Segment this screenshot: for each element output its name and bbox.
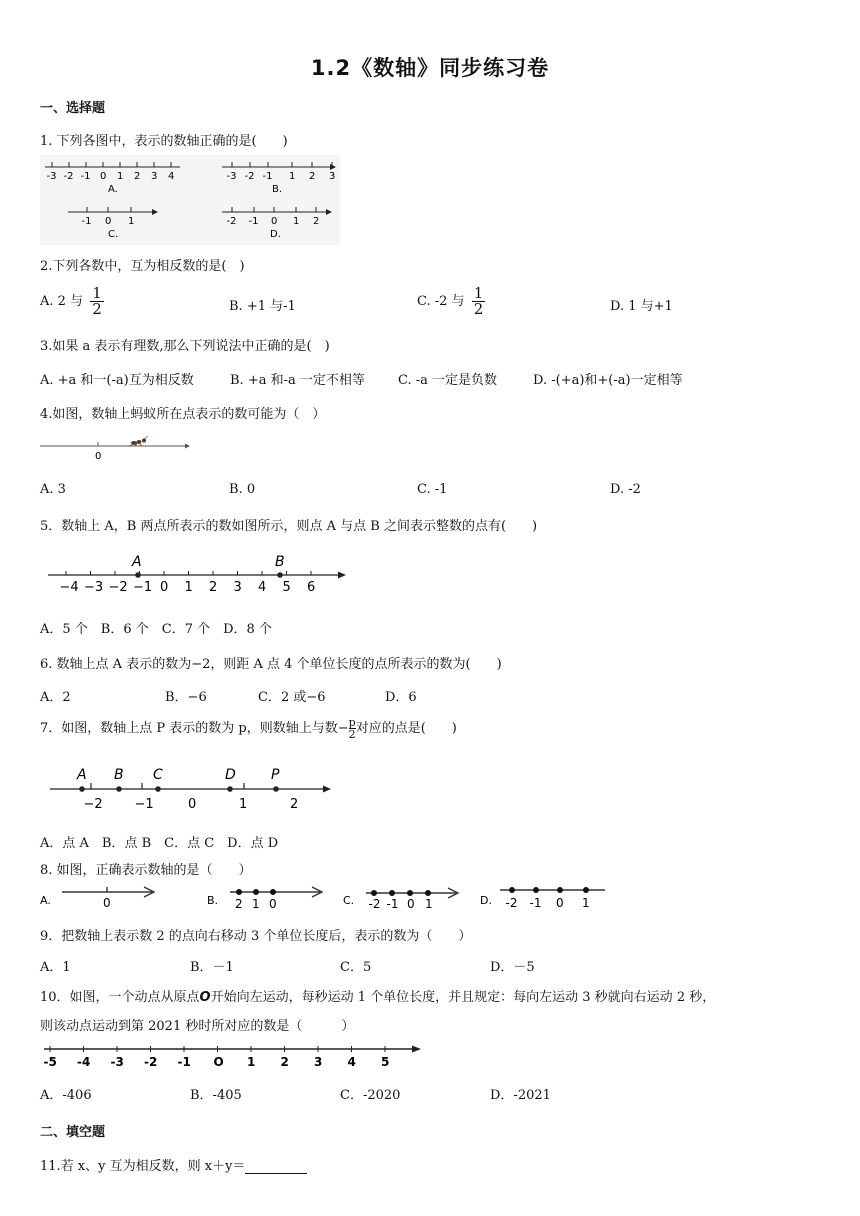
- q7-stem-post: 对应的点是( ): [355, 721, 457, 736]
- q8-stem: 8. 如图，正确表示数轴的是（ ）: [40, 863, 252, 878]
- q2-option-d: D. 1 与+1: [610, 299, 673, 314]
- q8-c-tick-label: -2: [368, 897, 381, 911]
- q10-stem-post: 开始向左运动，每秒运动 1 个单位长度，并且规定：每向左运动 3 秒就向右运动 2 秒，: [210, 990, 716, 1005]
- q5-arrow: [338, 572, 346, 579]
- q8-fig-d-label: D.: [480, 894, 492, 907]
- q1-figures: [40, 155, 340, 245]
- q8-b-tick-point: [270, 889, 276, 895]
- q8-d-tick-label: -1: [529, 896, 542, 910]
- q8-d-tick-point: [557, 887, 563, 893]
- q1-fig-d-label: D.: [270, 229, 281, 240]
- q1-a-tick-label: 0: [100, 171, 107, 182]
- q7-number-line: [40, 762, 340, 817]
- q1-c-tick-label: 0: [105, 216, 112, 227]
- q8-b-tick-point: [253, 889, 259, 895]
- q9-stem: 9．把数轴上表示数 2 的点向右移动 3 个单位长度后，表示的数为（ ）: [40, 929, 472, 944]
- q2-option-c-fraction: [472, 286, 486, 317]
- q7-frac-den: 2: [348, 728, 356, 741]
- q5-stem: 5．数轴上 A，B 两点所表示的数如图所示，则点 A 与点 B 之间表示整数的点有( ): [40, 519, 538, 534]
- q10-tick-label: -3: [110, 1055, 124, 1069]
- q8-fig-c-label: C.: [343, 894, 355, 907]
- q7-stem-pre: 7．如图，数轴上点 P 表示的数为 p，则数轴上与数−: [40, 721, 349, 736]
- q5-tick-label: 1: [184, 580, 193, 595]
- q5-point-b-label: B: [275, 554, 285, 570]
- q8-c-tick-point: [425, 890, 431, 896]
- q10-option-d: D．-2021: [490, 1088, 551, 1103]
- q6-option-b: B．−6: [165, 690, 207, 705]
- q8-c-tick-label: -1: [386, 897, 399, 911]
- q7-tick-label: −2: [83, 797, 103, 812]
- q4-arrow: [185, 444, 190, 449]
- q1-stem: 1. 下列各图中，表示的数轴正确的是( ): [40, 134, 288, 149]
- q8-fig-b-label: B.: [207, 894, 219, 907]
- q5-tick-label: −2: [108, 580, 128, 595]
- q11-stem: [40, 1155, 307, 1174]
- q10-tick-label: -5: [43, 1055, 57, 1069]
- q10-tick-label: 4: [347, 1055, 356, 1069]
- q1-a-tick-label: 1: [117, 171, 124, 182]
- q3-option-c: C. -a 一定是负数: [398, 373, 498, 388]
- q6-option-d: D．6: [385, 690, 417, 705]
- q8-c-tick-label: 1: [425, 897, 433, 911]
- q10-arrow: [412, 1046, 421, 1053]
- q1-d-tick-label: -2: [226, 216, 237, 227]
- q8-fig-b: [207, 887, 322, 911]
- q2-option-c: [417, 286, 485, 317]
- q1-c-tick-label: -1: [81, 216, 92, 227]
- q2-c-numerator: 1: [473, 284, 484, 302]
- q11-stem-text: 11.若 x、y 互为相反数，则 x＋y＝: [40, 1159, 246, 1174]
- q10-tick-label: -2: [144, 1055, 158, 1069]
- q1-d-tick-label: 0: [271, 216, 278, 227]
- q5-tick-label: 6: [307, 580, 316, 595]
- q1-a-tick-label: -3: [46, 171, 57, 182]
- ant-icon: [129, 436, 148, 446]
- q3-option-a: A. +a 和一(-a)互为相反数: [40, 373, 194, 388]
- section-fill: 二、填空题: [40, 1125, 106, 1140]
- q7-point-a: [79, 786, 85, 792]
- q10-tick-label: -1: [177, 1055, 191, 1069]
- q1-b-tick-label: 2: [309, 171, 316, 182]
- q10-stem-line2: 则该动点运动到第 2021 秒时所对应的数是（ ）: [40, 1019, 355, 1034]
- q10-tick-label: 2: [280, 1055, 289, 1069]
- q10-option-c: C．-2020: [340, 1088, 401, 1103]
- q1-a-tick-label: 2: [134, 171, 141, 182]
- q10-tick-label: O: [213, 1055, 224, 1069]
- q5-tick-label: −4: [59, 580, 79, 595]
- q1-fig-a-label: A.: [108, 184, 118, 195]
- q7-tick-label: 2: [290, 797, 299, 812]
- q8-fig-d: [480, 887, 605, 910]
- q8-d-tick-label: -2: [505, 896, 518, 910]
- q2-option-b: B. +1 与-1: [229, 299, 296, 314]
- q10-stem-line1: [40, 986, 715, 1005]
- q5-point-b: [277, 572, 283, 578]
- q10-number-line: [40, 1040, 430, 1075]
- q1-b-tick-label: -2: [244, 171, 255, 182]
- q1-a-tick-label: 4: [168, 171, 175, 182]
- q10-tick-label: 1: [247, 1055, 256, 1069]
- q1-figure-bg: [40, 155, 340, 245]
- q1-b-tick-label: 3: [329, 171, 336, 182]
- q1-d-tick-label: 2: [313, 216, 320, 227]
- q8-b-tick-label: 0: [269, 897, 277, 911]
- q5-tick-label: 4: [258, 580, 267, 595]
- q8-fig-a: [40, 887, 154, 910]
- q7-point-b-label: B: [114, 767, 124, 783]
- q2-a-numerator: 1: [92, 284, 102, 302]
- q8-d-tick-label: 1: [582, 896, 590, 910]
- q8-d-tick-point: [509, 887, 515, 893]
- q1-fig-c-label: C.: [108, 229, 119, 240]
- q5-point-a: [135, 572, 141, 578]
- q7-tick-label: −1: [134, 797, 154, 812]
- q4-option-d: D. -2: [610, 482, 641, 497]
- q7-fraction: [349, 717, 356, 740]
- q1-b-tick-label: -3: [226, 171, 237, 182]
- q7-point-a-label: A: [77, 767, 87, 783]
- q10-tick-label: -4: [77, 1055, 91, 1069]
- q7-point-c: [155, 786, 161, 792]
- q1-a-tick-label: -1: [80, 171, 91, 182]
- q8-b-tick-point: [236, 889, 242, 895]
- q7-point-p: [273, 786, 279, 792]
- q9-option-b: B．－1: [190, 960, 234, 975]
- q2-option-a: [40, 286, 104, 317]
- q7-options: A．点 A B．点 B C．点 C D．点 D: [40, 836, 279, 851]
- q1-c-tick-label: 1: [128, 216, 135, 227]
- q8-d-tick-point: [533, 887, 539, 893]
- q2-option-c-text: C. -2 与: [417, 294, 465, 309]
- section-choice: 一、选择题: [40, 101, 106, 116]
- q8-c-tick-label: 0: [407, 897, 415, 911]
- q2-option-a-text: A. 2 与: [40, 294, 84, 309]
- q9-option-c: C．5: [340, 960, 372, 975]
- q5-number-line: [40, 550, 360, 600]
- q8-b-tick-label: 2: [235, 897, 243, 911]
- q3-option-d: D. -(+a)和+(-a)一定相等: [533, 373, 683, 388]
- q11-answer-blank[interactable]: [245, 1161, 307, 1174]
- q4-stem: 4.如图，数轴上蚂蚁所在点表示的数可能为（ ）: [40, 407, 326, 422]
- q7-frac-num: p: [348, 716, 356, 729]
- q9-option-d: D．－5: [490, 960, 535, 975]
- q5-options: A．5 个 B．6 个 C．7 个 D．8 个: [40, 622, 272, 637]
- q2-stem: 2.下列各数中，互为相反数的是( ): [40, 259, 245, 274]
- q10-option-a: A．-406: [40, 1088, 92, 1103]
- q4-number-line: [40, 432, 200, 462]
- q3-option-b: B. +a 和-a 一定不相等: [230, 373, 365, 388]
- q1-d-tick-label: 1: [293, 216, 300, 227]
- q1-a-tick-label: -2: [63, 171, 74, 182]
- q1-d-tick-label: -1: [248, 216, 259, 227]
- q8-b-tick-label: 1: [252, 897, 260, 911]
- q8-figures: [40, 882, 610, 912]
- q6-option-c: C．2 或−6: [258, 690, 326, 705]
- q4-option-b: B. 0: [229, 482, 256, 497]
- q4-option-c: C. -1: [417, 482, 448, 497]
- q7-point-c-label: C: [153, 767, 163, 783]
- page-title: 1.2《数轴》同步练习卷: [310, 56, 550, 80]
- q8-c-tick-point: [407, 890, 413, 896]
- q4-option-a: A. 3: [40, 482, 66, 497]
- q7-point-b: [116, 786, 122, 792]
- q2-a-denominator: 2: [92, 300, 102, 318]
- q5-tick-label: 5: [282, 580, 291, 595]
- q8-c-tick-point: [389, 890, 395, 896]
- q1-a-tick-label: 3: [151, 171, 158, 182]
- q8-d-tick-point: [583, 887, 589, 893]
- q8-fig-c: [343, 888, 458, 911]
- q3-stem: 3.如果 a 表示有理数,那么下列说法中正确的是( ): [40, 339, 330, 354]
- q6-stem: 6. 数轴上点 A 表示的数为−2，则距 A 点 4 个单位长度的点所表示的数为( ): [40, 657, 502, 672]
- q7-arrow: [323, 786, 331, 793]
- q8-fig-a-label: A.: [40, 894, 51, 907]
- q5-tick-label: 3: [233, 580, 242, 595]
- q7-point-p-label: P: [271, 767, 280, 783]
- q8-fig-a-tick: 0: [103, 896, 111, 910]
- q10-tick-label: 3: [314, 1055, 323, 1069]
- q7-stem: [40, 717, 457, 740]
- q5-tick-label: 2: [209, 580, 218, 595]
- q5-point-a-label: A: [132, 554, 142, 570]
- q5-tick-label: 0: [160, 580, 169, 595]
- q8-d-tick-label: 0: [556, 896, 564, 910]
- q5-tick-label: −3: [84, 580, 104, 595]
- q9-option-a: A．1: [40, 960, 71, 975]
- q10-option-b: B．-405: [190, 1088, 242, 1103]
- q8-c-tick-point: [371, 890, 377, 896]
- q2-c-denominator: 2: [473, 300, 484, 318]
- q1-fig-b-label: B.: [272, 184, 283, 195]
- q7-tick-label: 1: [239, 797, 248, 812]
- q5-tick-label: −1: [133, 580, 153, 595]
- q7-point-d-label: D: [225, 767, 236, 783]
- q7-tick-label: 0: [188, 797, 197, 812]
- q1-b-tick-label: -1: [262, 171, 273, 182]
- q10-origin-symbol: O: [199, 990, 211, 1005]
- q10-stem-pre: 10．如图，一个动点从原点: [40, 990, 200, 1005]
- q10-tick-label: 5: [381, 1055, 390, 1069]
- q7-point-d: [227, 786, 233, 792]
- q1-b-tick-label: 1: [289, 171, 296, 182]
- q6-option-a: A．2: [40, 690, 71, 705]
- q4-zero-label: 0: [95, 451, 102, 462]
- q2-option-a-fraction: [90, 286, 104, 317]
